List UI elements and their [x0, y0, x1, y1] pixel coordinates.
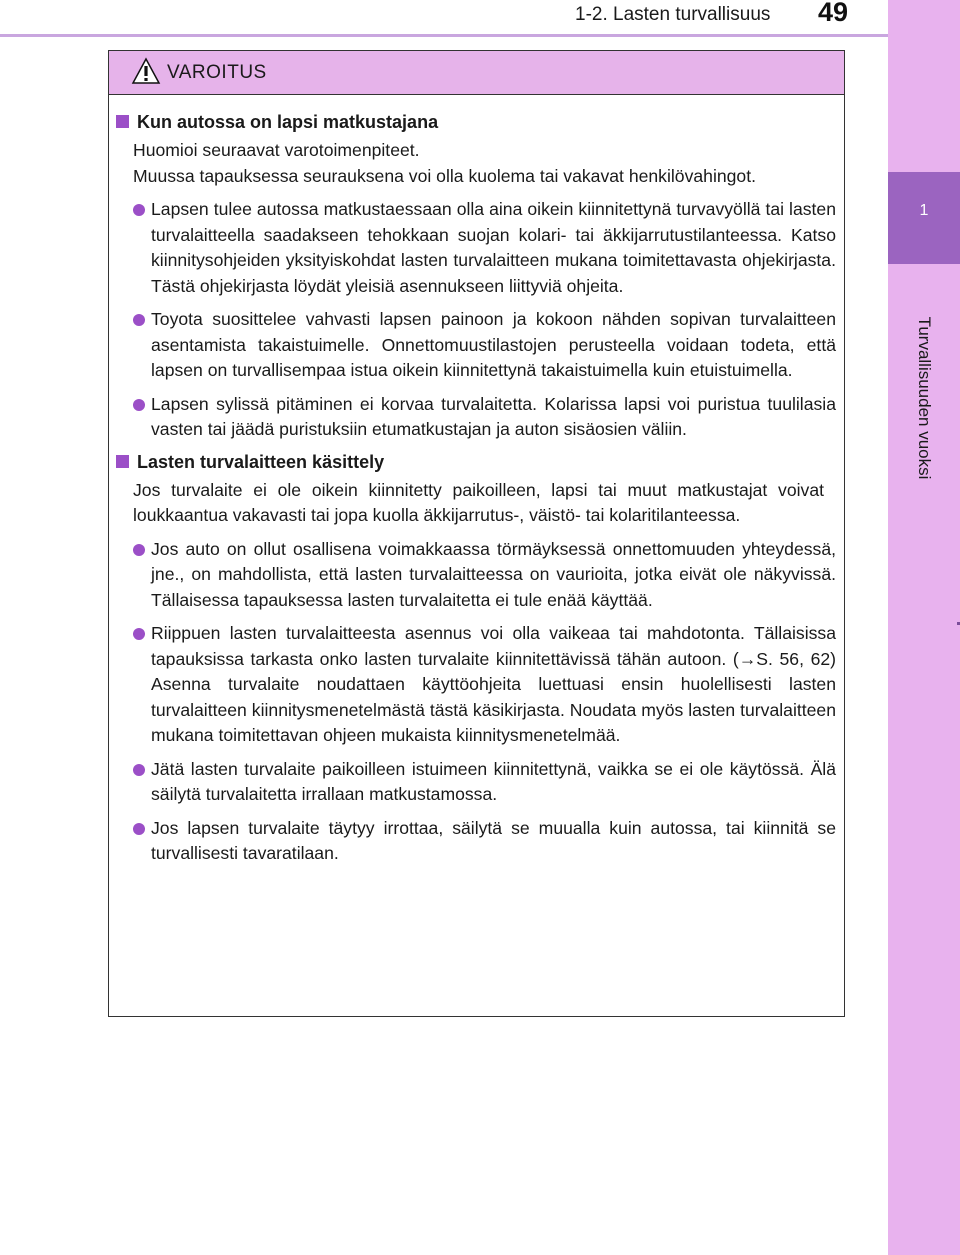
- section-title: 1-2. Lasten turvallisuus: [575, 4, 771, 25]
- round-bullet-icon: [133, 823, 145, 835]
- warning-box: [108, 50, 845, 1017]
- round-bullet-icon: [133, 204, 145, 216]
- round-bullet-icon: [133, 764, 145, 776]
- page-number: 49: [818, 0, 849, 27]
- warning-content: [109, 109, 844, 867]
- round-bullet-icon: [133, 314, 145, 326]
- section-intro: Huomioi seuraavat varotoimenpiteet.: [133, 140, 420, 160]
- section-intro: Jos turvalaite ei ole oikein kiinnitetty paikoilleen, lapsi tai muut matkustajat voivat loukkaantua vakavasti tai jopa kuolla äkkijarrutus-, väistö- tai kolaritilanteessa.: [133, 479, 824, 525]
- round-bullet-icon: [133, 628, 145, 640]
- round-bullet-icon: [133, 399, 145, 411]
- warning-title: VAROITUS: [167, 62, 267, 83]
- list-item: Toyota suosittelee vahvasti lapsen painoon ja kokoon nähden sopivan turvalaitteen asentamista takaistuimelle. Onnettomuustilastojen perusteella voidaan todeta, että lapsen on turvallisempaa istua oikein kiinnitettynä takaistuimella kuin etuistuimella.: [151, 307, 836, 384]
- list-item: Riippuen lasten turvalaitteesta asennus voi olla vaikeaa tai mahdotonta. Tällaisissa tapauksissa tarkasta onko lasten turvalaite kiinnitettävissä tähän autoon. (→S. 56, 62) Asenna turvalaite noudattaen käyttöohjeita luettuasi ensin huolellisesti lasten turvalaitteen kiinnitysmenetelmästä tästä käsikirjasta. Noudata myös lasten turvalaitteen mukana toimitettavan ohjeen mukaista kiinnitysmenetelmää.: [151, 621, 836, 749]
- warning-header: [109, 51, 844, 95]
- list-item: Jos lapsen turvalaite täytyy irrottaa, säilytä se muualla kuin autossa, tai kiinnitä se turvallisesti tavaratilaan.: [151, 816, 836, 867]
- list-item: Jos auto on ollut osallisena voimakkaassa törmäyksessä onnettomuuden yhteydessä, jne., on mahdollista, että lasten turvalaitteessa on vaurioita, jotka eivät ole näkyvissä. Tällaisessa tapauksessa lasten turvalaitetta ei tule enää käyttää.: [151, 537, 836, 614]
- section-heading: Lasten turvalaitteen käsittely: [113, 449, 844, 475]
- round-bullet-icon: [133, 544, 145, 556]
- chapter-title: Turvallisuuden vuoksi: [915, 316, 934, 480]
- square-bullet-icon: [116, 455, 129, 468]
- list-item: Lapsen sylissä pitäminen ei korvaa turvalaitetta. Kolarissa lapsi voi puristua tuulilasia vasten tai jäädä puristuksiin etumatkustajan ja auton sisäosien väliin.: [151, 392, 836, 443]
- header-rule: [0, 34, 888, 37]
- chapter-number: 1: [919, 202, 929, 219]
- warning-triangle-icon: [131, 57, 161, 85]
- section-intro: Muussa tapauksessa seurauksena voi olla kuolema tai vakavat henkilövahingot.: [133, 165, 756, 186]
- section-heading: Kun autossa on lapsi matkustajana: [113, 109, 844, 135]
- list-item: Lapsen tulee autossa matkustaessaan olla aina oikein kiinnitettynä turvavyöllä tai lasten turvalaitteella saadakseen tehokkaan suojan kolari- tai äkkijarrutustilanteessa. Katso kiinnitysohjeiden yksityiskohdat lasten turvalaitteen mukana toimitettavasta ohjekirjasta. Tästä ohjekirjasta löydät yleisiä asennukseen liittyviä ohjeita.: [151, 197, 836, 299]
- square-bullet-icon: [116, 115, 129, 128]
- chapter-number-box: [888, 172, 960, 264]
- list-item: Jätä lasten turvalaite paikoilleen istuimeen kiinnitettynä, vaikka se ei ole käytössä. Älä säilytä turvalaitetta irrallaan matkustamossa.: [151, 757, 836, 808]
